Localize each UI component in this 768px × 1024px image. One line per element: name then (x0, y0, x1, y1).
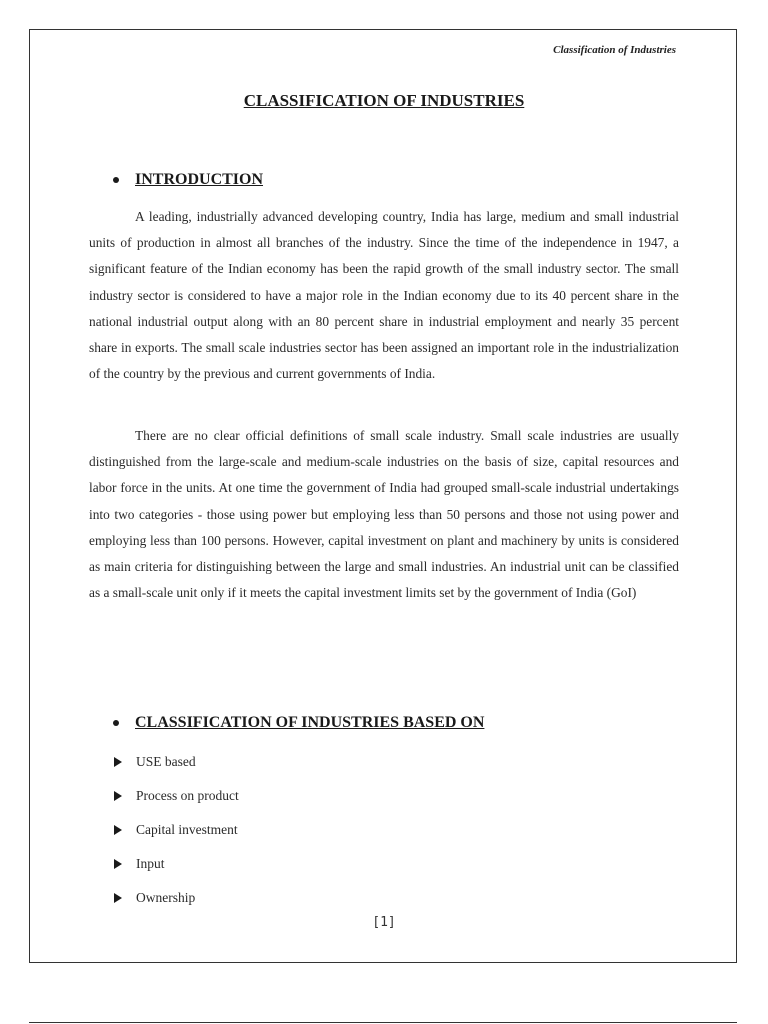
list-item (112, 881, 239, 915)
list-item (112, 779, 239, 813)
intro-paragraph-1: A leading, industrially advanced developing country, India has large, medium and small industrial units of production in almost all branches of the industry. Since the time of the independence in 1947, a significant feature of the Indian economy has been the rapid growth of the small industry sector. The small industry sector is considered to have a major role in the Indian economy due to its 40 percent share in the national industrial output along with an 80 percent share in industrial employment and nearly 35 percent share in exports. The small scale industries sector has been assigned an important role in the industrialization of the country by the previous and current governments of India. (89, 209, 679, 382)
arrow-bullet-icon (114, 893, 122, 903)
arrow-bullet-icon (114, 859, 122, 869)
page-title: CLASSIFICATION OF INDUSTRIES (243, 91, 525, 110)
list-item-label: Ownership (136, 890, 196, 905)
arrow-bullet-icon (114, 757, 122, 767)
page-divider (29, 1022, 737, 1023)
arrow-bullet-icon (114, 791, 122, 801)
list-item (112, 847, 239, 881)
classification-heading-text: CLASSIFICATION OF INDUSTRIES BASED ON (135, 714, 485, 731)
intro-paragraph-2: There are no clear official definitions of small scale industry. Small scale industries are usually distinguished from the large-scale and medium-scale industries on the basis of size, capital resources and labor force in the units. At one time the government of India had grouped small-scale industrial undertakings into two categories - those using power but employing less than 50 persons and those not using power and employing less than 100 persons. However, capital investment on plant and machinery by units is considered as main criteria for distinguishing between the large and small industries. An industrial unit can be classified as a small-scale unit only if it meets the capital investment limits set by the government of India (GoI) (89, 428, 679, 601)
list-item (112, 745, 239, 779)
classification-list (112, 745, 239, 915)
list-item (112, 813, 239, 847)
introduction-heading (113, 171, 263, 189)
list-item-label: USE based (136, 754, 196, 769)
list-item-label: Capital investment (136, 822, 238, 837)
bullet-icon (113, 177, 119, 183)
arrow-bullet-icon (114, 825, 122, 835)
classification-heading (113, 714, 484, 732)
bullet-icon (113, 720, 119, 726)
page-number: [1] (372, 915, 396, 930)
introduction-heading-text: INTRODUCTION (135, 171, 264, 188)
running-header: Classification of Industries (553, 44, 676, 56)
list-item-label: Input (136, 856, 165, 871)
list-item-label: Process on product (136, 788, 239, 803)
